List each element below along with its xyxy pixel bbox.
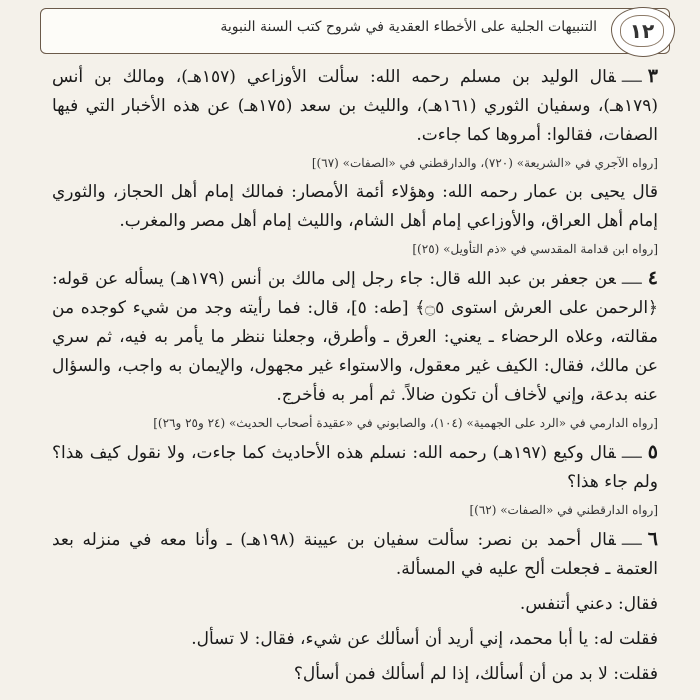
paragraph-4 [52,264,658,410]
citation: [رواه الدارمي في «الرد على الجهمية» (١٠٤)، والصابوني في «عقيدة أصحاب الحديث» (٢٤ و٢٥ و٢٦)] [153,416,658,430]
dash-ornament: ــــ [621,269,642,289]
paragraph-text-yahya: قال يحيى بن عمار رحمه الله: وهؤلاء أئمة الأمصار: فمالك إمام أهل الحجاز، والثوري إمام أهل العراق، والأوزاعي إمام أهل الشام، والليث إمام أهل مصر والمغرب. [52,182,658,231]
page-body [52,62,658,689]
paragraph-number: ٦ [647,528,658,550]
paragraph-number: ٥ [647,441,658,463]
dash-ornament: ــــ [621,530,642,550]
dash-ornament: ــــ [621,443,642,463]
dialogue-line: فقال: دعني أتنفس. [519,594,658,614]
paragraph-3 [52,62,658,150]
book-title: التنبيهات الجلية على الأخطاء العقدية في شروح كتب السنة النبوية [220,19,597,35]
dialogue-line: فقلت: لا بد من أن أسألك، إذا لم أسألك فمن أسأل؟ [293,664,658,684]
paragraph-text: قال الوليد بن مسلم رحمه الله: سألت الأوزاعي (١٥٧هـ)، ومالك بن أنس (١٧٩هـ)، وسفيان الثوري (١٦١هـ)، والليث بن سعد (١٧٥هـ) عن هذه الأخبار التي فيها الصفات، فقالوا: أمروها كما جاءت. [52,67,658,145]
paragraph-text: قال وكيع (١٩٧هـ) رحمه الله: نسلم هذه الأحاديث كما جاءت، ولا نقول كيف هذا؟ ولم جاء هذا؟ [52,443,658,492]
paragraph-text: قال أحمد بن نصر: سألت سفيان بن عيينة (١٩٨هـ) ـ وأنا معه في منزله بعد العتمة ـ فجعلت ألح عليه في المسألة. [52,530,658,579]
dash-ornament: ــــ [621,67,642,87]
dialogue-line: فقلت له: يا أبا محمد، إني أريد أن أسألك عن شيء، فقال: لا تسأل. [191,629,658,649]
paragraph-number: ٣ [647,65,658,87]
paragraph-text: عن جعفر بن عبد الله قال: جاء رجل إلى مالك بن أنس (١٧٩هـ) يسأله عن قوله: ﴿الرحمن على العرش استوى ۝٥﴾ [طه: ٥]، قال: فما رأيته وجد من شيء كوجده من مقالته، وعلاه الرحضاء ـ يعني: العرق ـ وأطرق، وجعلنا ننظر ما يأمر به فيه، ثم سري عن مالك، فقال: الكيف غير معقول، والاستواء غير مجهول، والإيمان به واجب، والسؤال عنه بدعة، وإني لأخاف أن تكون ضالاً. ثم أمر به فأخرج. [52,269,659,405]
citation: [رواه الدارقطني في «الصفات» (٦٢)] [469,503,658,517]
citation: [رواه ابن قدامة المقدسي في «ذم التأويل» (٢٥)] [412,242,658,256]
paragraph-6 [52,525,658,584]
paragraph-number: ٤ [647,267,658,289]
paragraph-5 [52,438,658,497]
page-number-medallion [611,7,675,57]
page-number: ١٢ [620,15,664,47]
running-header [40,8,670,54]
citation: [رواه الآجري في «الشريعة» (٧٢٠)، والدارقطني في «الصفات» (٦٧)] [311,156,658,170]
